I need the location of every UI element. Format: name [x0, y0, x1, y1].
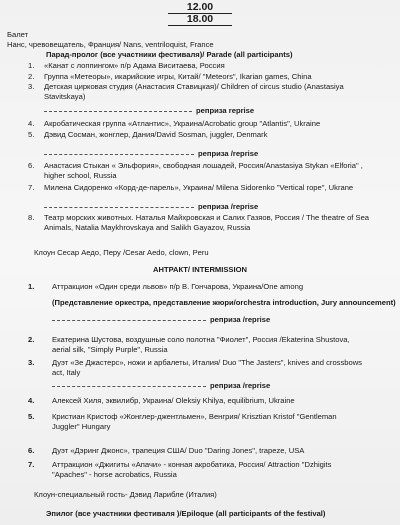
item-number: 5. [28, 412, 35, 421]
reprise-dashes [44, 207, 194, 208]
program-item: Алексей Хиля, эквилибр, Украина/ Oleksiy Khilya, equilibrium, Ukraine [52, 396, 295, 405]
program-item: Группа «Метеоры», икарийские игры, Китай/ "Meteors", Ikarian games, China [44, 72, 312, 81]
program-item: Аттракцион «Один среди львов» п/р В. Гончарова, Украина/One among [52, 282, 304, 291]
reprise-label: реприза reprise [196, 106, 255, 115]
program-item: Дуэт «Зе Джастерс», ножи и арбалеты, Италия/ Duo "The Jasters", knives and crossbows [52, 358, 362, 367]
reprise-dashes [52, 386, 206, 387]
item-number: 4. [28, 396, 35, 405]
intermission-heading: АНТРАКТ/ INTERMISSION [152, 265, 248, 274]
reprise-dashes [52, 320, 206, 321]
time-underline [168, 25, 232, 26]
program-item: Дэвид Сосман, жонглер, Дания/David Sosman, juggler, Denmark [44, 130, 268, 139]
program-item: Кристиан Кристоф «Жонглер-джентльмен», Венгрия/ Krisztian Kristof "Gentleman [52, 412, 337, 421]
genre-label: Балет [7, 30, 29, 39]
reprise-label: реприза /reprise [210, 315, 271, 324]
item-number: 5. [28, 130, 35, 139]
item-number: 6. [28, 446, 35, 455]
reprise-label: реприза /reprise [198, 149, 259, 158]
item-number: 3. [28, 358, 35, 367]
item-number: 1. [28, 61, 35, 70]
time-1800: 18.00 [186, 13, 214, 25]
epilogue: Эпилог (все участники фестиваля )/Epiloque (all participants of the festival) [46, 509, 326, 518]
program-item: Акробатическая группа «Атлантис», Украина/Acrobatic group "Atlantis", Ukraine [44, 119, 321, 128]
program-item: Театр морских животных. Наталья Майхровская и Салих Газяов, Россия / The theatre of Sea [44, 213, 370, 222]
program-item-cont: Animals, Natalia Maykhrovskaya and Salikh Gayazov, Russia [44, 223, 251, 232]
program-item-cont: act, Italy [52, 368, 81, 377]
guest-clown: Клоун-специальный гость- Дэвид Ларибле (Италия) [34, 490, 217, 499]
program-item-cont: "Apaches" - horse acrobatics, Russia [52, 470, 177, 479]
program-item-cont: higher school, Russia [44, 171, 117, 180]
item-number: 6. [28, 161, 35, 170]
program-item: Детская цирковая студия (Анастасия Ставицкая)/ Children of circus studio (Anastasiya [44, 82, 344, 91]
item-number: 2. [28, 72, 35, 81]
reprise-label: реприза /reprise [210, 381, 271, 390]
item-number: 3. [28, 82, 35, 91]
item-number: 8. [28, 213, 35, 222]
reprise-dashes [44, 154, 194, 155]
item-number: 1. [28, 282, 35, 291]
item-number: 7. [28, 460, 35, 469]
time-1200: 12.00 [186, 1, 214, 13]
author-line: Нанс, чревовещатель, Франция/ Nans, ventriloquist, France [7, 40, 214, 49]
program-item-cont: Juggler" Hungary [52, 422, 111, 431]
reprise-label: реприза /reprise [198, 202, 259, 211]
program-item-cont: aerial silk, "Simply Purple", Russia [52, 345, 168, 354]
item-number: 7. [28, 183, 35, 192]
program-item: «Канат с лоппингом» п/р Адама Виситаева, Россия [44, 61, 225, 70]
program-item: Анастасия Стыкан « Эльфория», свободная лошадей, Россия/Anastasiya Stykan «Elforia" , [44, 161, 363, 170]
program-item: Аттракцион «Джигиты «Апачи» - конная акробатика, Россия/ Attraction "Dzhigits [52, 460, 332, 469]
item-number: 2. [28, 335, 35, 344]
parade-prologue: Парад-пролог (все участники фестиваля)/ Parade (all participants) [46, 50, 293, 59]
clown-line: Клоун Сесар Аедо, Перу /Cesar Aedo, clown, Peru [34, 248, 209, 257]
orchestra-presentation: (Представление оркестра, представление жюри/orchestra introduction, Jury announcement) [52, 298, 396, 307]
program-item-cont: Stavitskaya) [44, 92, 86, 101]
item-number: 4. [28, 119, 35, 128]
program-item: Екатерина Шустова, воздушные соло полотна "Фиолет", Россия /Ekaterina Shustova, [52, 335, 350, 344]
program-item: Милена Сидоренко «Корд-де-парель», Украина/ Milena Sidorenko "Vertical rope", Ukrane [44, 183, 354, 192]
reprise-dashes [44, 111, 192, 112]
program-item: Дуэт «Дэринг Джонс», трапеция США/ Duo "Daring Jones", trapeze, USA [52, 446, 305, 455]
